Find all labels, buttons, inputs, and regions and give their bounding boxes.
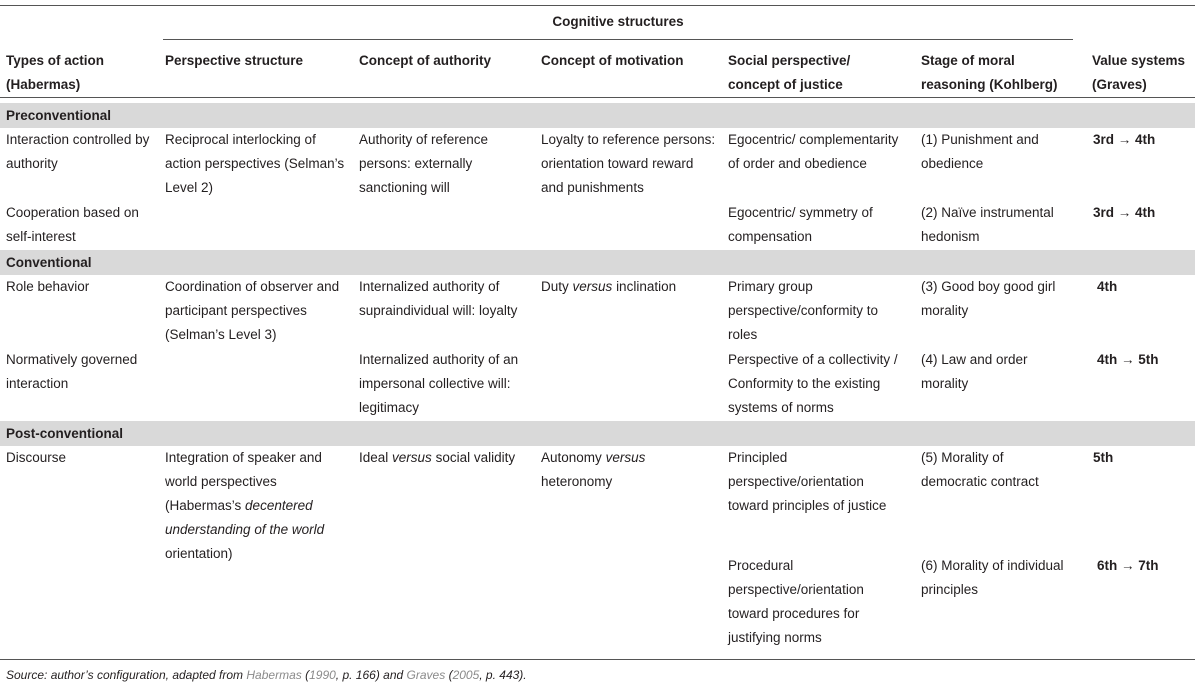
source-page: , p. 443). — [479, 668, 527, 682]
row5-moral: (5) Morality of democratic contract — [921, 450, 1039, 489]
authority-italic: versus — [392, 450, 432, 465]
motivation-word: Duty — [541, 279, 569, 294]
row1-value: 3rd → 4th — [1093, 132, 1156, 147]
source-prefix: Source: author’s configuration, adapted from — [6, 668, 244, 682]
row2-types: Cooperation based on self-interest — [6, 205, 139, 244]
motivation-italic: versus — [605, 450, 646, 465]
motivation-word: heteronomy — [541, 474, 613, 489]
row6-social: Procedural perspective/orientation toward procedures for justifying norms — [728, 558, 864, 645]
row1-types: Interaction controlled by authority — [6, 132, 150, 171]
motivation-word: inclination — [616, 279, 677, 294]
row3-motivation — [541, 275, 719, 299]
row4-social: Perspective of a collectivity / Conformity to the existing systems of norms — [728, 352, 898, 415]
row4-types: Normatively governed interaction — [6, 352, 138, 391]
row2-value: 3rd → 4th — [1093, 205, 1156, 220]
paren: ( — [305, 668, 310, 682]
citation-link-2005[interactable]: 2005 — [452, 668, 480, 682]
row5-value: 5th — [1093, 450, 1114, 465]
row3-perspective: Coordination of observer and participant perspectives (Selman’s Level 3) — [165, 279, 340, 342]
header-rule — [0, 97, 1195, 98]
section-label: Preconventional — [6, 108, 112, 123]
motivation-italic: versus — [572, 279, 613, 294]
section-label: Post-conventional — [6, 426, 124, 441]
source-page: , p. 166) and — [335, 668, 404, 682]
citation-link-1990[interactable]: 1990 — [309, 668, 336, 682]
section-label: Conventional — [6, 255, 92, 270]
header-value-systems: Value systems (Graves) — [1092, 53, 1186, 92]
row3-value: 4th — [1097, 279, 1118, 294]
header-concept-of-motivation: Concept of motivation — [541, 53, 684, 68]
row6-value: 6th → 7th — [1097, 558, 1159, 573]
citation-link-habermas[interactable]: Habermas — [246, 668, 302, 682]
row1-social: Egocentric/ complementarity of order and obedience — [728, 132, 899, 171]
header-types-of-action: Types of action (Habermas) — [6, 53, 105, 92]
row5-types: Discourse — [6, 450, 67, 465]
row4-value: 4th → 5th — [1097, 352, 1159, 367]
row4-authority: Internalized authority of an impersonal collective will: legitimacy — [359, 352, 519, 415]
row2-social: Egocentric/ symmetry of compensation — [728, 205, 873, 244]
row3-types: Role behavior — [6, 279, 90, 294]
citation-link-graves[interactable]: Graves — [406, 668, 446, 682]
source-note — [6, 668, 527, 682]
section-band-post-conventional — [0, 421, 1195, 446]
paren: ( — [448, 668, 453, 682]
row2-moral: (2) Naïve instrumental hedonism — [921, 205, 1054, 244]
row6-moral: (6) Morality of individual principles — [921, 558, 1064, 597]
section-band-conventional — [0, 250, 1195, 275]
row3-moral: (3) Good boy good girl morality — [921, 279, 1056, 318]
row1-moral: (1) Punishment and obedience — [921, 132, 1039, 171]
header-social-perspective: Social perspective/ concept of justice — [728, 53, 851, 92]
row1-authority: Authority of reference persons: externally sanctioning will — [359, 132, 489, 195]
authority-word: social validity — [435, 450, 516, 465]
row3-authority: Internalized authority of supraindividual will: loyalty — [359, 279, 518, 318]
row5-authority — [359, 446, 534, 470]
row4-moral: (4) Law and order morality — [921, 352, 1028, 391]
group-rule — [163, 39, 1073, 40]
motivation-word: Autonomy — [541, 450, 602, 465]
perspective-text: orientation) — [165, 546, 233, 561]
section-band-preconventional — [0, 103, 1195, 128]
row5-perspective — [165, 446, 345, 566]
header-stage-moral-reasoning: Stage of moral reasoning (Kohlberg) — [921, 53, 1058, 92]
top-rule — [0, 5, 1195, 6]
header-concept-of-authority: Concept of authority — [359, 53, 491, 68]
row3-social: Primary group perspective/conformity to roles — [728, 279, 879, 342]
row1-motivation: Loyalty to reference persons: orientation toward reward and punishments — [541, 132, 716, 195]
row1-perspective: Reciprocal interlocking of action perspectives (Selman’s Level 2) — [165, 132, 345, 195]
header-perspective-structure: Perspective structure — [165, 53, 304, 68]
authority-word: Ideal — [359, 450, 389, 465]
cognitive-structures-heading: Cognitive structures — [552, 14, 684, 29]
perspective-text: Integration of speaker and world perspectives (Habermas’s — [165, 450, 322, 513]
bottom-rule — [0, 659, 1195, 660]
row5-social: Principled perspective/orientation toward principles of justice — [728, 450, 887, 513]
perspective-italic: decentered understanding of the world — [165, 498, 325, 537]
row5-motivation — [541, 446, 681, 494]
